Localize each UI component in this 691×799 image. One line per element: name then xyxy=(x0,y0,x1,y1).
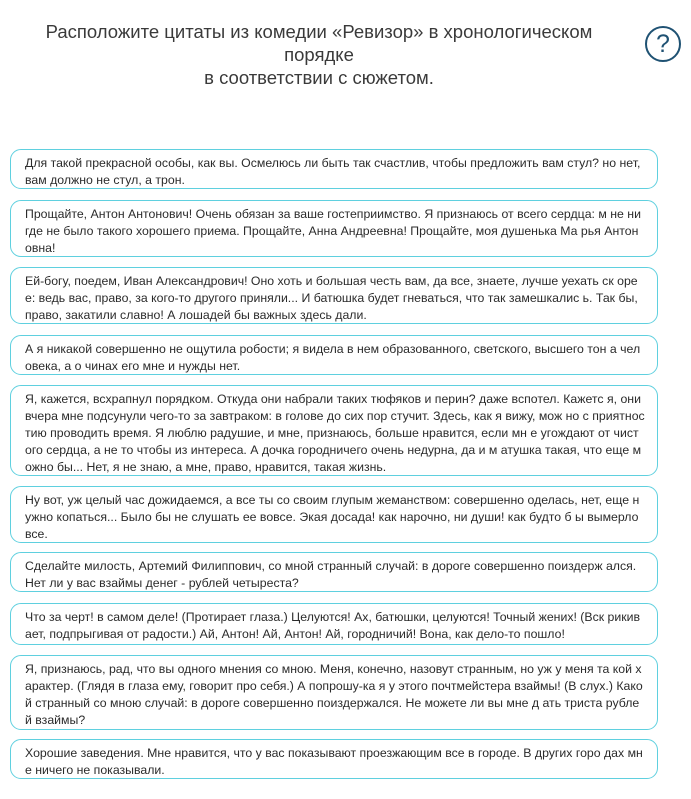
quote-card-5[interactable]: Я, кажется, всхрапнул порядком. Откуда они набрали таких тюфяков и перин? даже вспотел. Кажетс я, они вчера мне подсунули чего-то за завтраком: в голове до сих пор стучит. Здесь, как я вижу, мож но с приятностию проводить время. Я люблю радушие, и мне, признаюсь, больше нравится, если мн е угождают от чистого сердца, а не то чтобы из интереса. А дочка городничего очень недурна, да и м атушка такая, что еще можно бы... Нет, я не знаю, а мне, право, нравится, такая жизнь. xyxy=(10,385,658,476)
quote-card-4[interactable]: А я никакой совершенно не ощутила робости; я видела в нем образованного, светского, высшего тон а человека, а о чинах его мне и нужды нет. xyxy=(10,335,658,375)
quote-card-1[interactable]: Для такой прекрасной особы, как вы. Осмелюсь ли быть так счастлив, чтобы предложить вам стул? но нет, вам должно не стул, а трон. xyxy=(10,149,658,189)
quote-card-3[interactable]: Ей-богу, поедем, Иван Александрович! Оно хоть и большая честь вам, да все, знаете, лучше уехать ск орее: ведь вас, право, за кого-то другого приняли... И батюшка будет гневаться, что так замешкалис ь. Так бы, право, закатили славно! А лошадей бы важных здесь дали. xyxy=(10,267,658,324)
page-title-line-1: Расположите цитаты из комедии «Ревизор» в хронологическом xyxy=(45,21,593,42)
quote-card-10[interactable]: Хорошие заведения. Мне нравится, что у вас показывают проезжающим все в городе. В других горо дах мне ничего не показывали. xyxy=(10,739,658,779)
question-icon: ? xyxy=(656,30,670,58)
page-title-line-3: в соответствии с сюжетом. xyxy=(204,67,434,88)
quote-card-7[interactable]: Сделайте милость, Артемий Филиппович, со мной странный случай: в дороге совершенно поиздерж ался. Нет ли у вас взаймы денег - рублей четыреста? xyxy=(10,552,658,592)
quote-card-8[interactable]: Что за черт! в самом деле! (Протирает глаза.) Целуются! Ах, батюшки, целуются! Точный жених! (Вск рикивает, подпрыгивая от радости.) Ай, Антон! Ай, Антон! Ай, городничий! Вона, как дело-то пошло! xyxy=(10,603,658,645)
quote-card-2[interactable]: Прощайте, Антон Антонович! Очень обязан за ваше гостеприимство. Я признаюсь от всего сердца: м не нигде не было такого хорошего приема. Прощайте, Анна Андреевна! Прощайте, моя душенька Ма рья Антоновна! xyxy=(10,200,658,257)
quote-card-9[interactable]: Я, признаюсь, рад, что вы одного мнения со мною. Меня, конечно, назовут странным, но уж у меня та кой характер. (Глядя в глаза ему, говорит про себя.) А попрошу-ка я у этого почтмейстера взаймы! (В слух.) Какой странный со мною случай: в дороге совершенно поиздержался. Не можете ли вы мне д ать триста рублей взаймы? xyxy=(10,655,658,730)
page-title-line-2: порядке xyxy=(284,44,354,65)
quote-card-6[interactable]: Ну вот, уж целый час дожидаемся, а все ты со своим глупым жеманством: совершенно оделась, нет, еще нужно копаться... Было бы не слушать ее вовсе. Экая досада! как нарочно, ни души! как будто б ы вымерло все. xyxy=(10,486,658,543)
